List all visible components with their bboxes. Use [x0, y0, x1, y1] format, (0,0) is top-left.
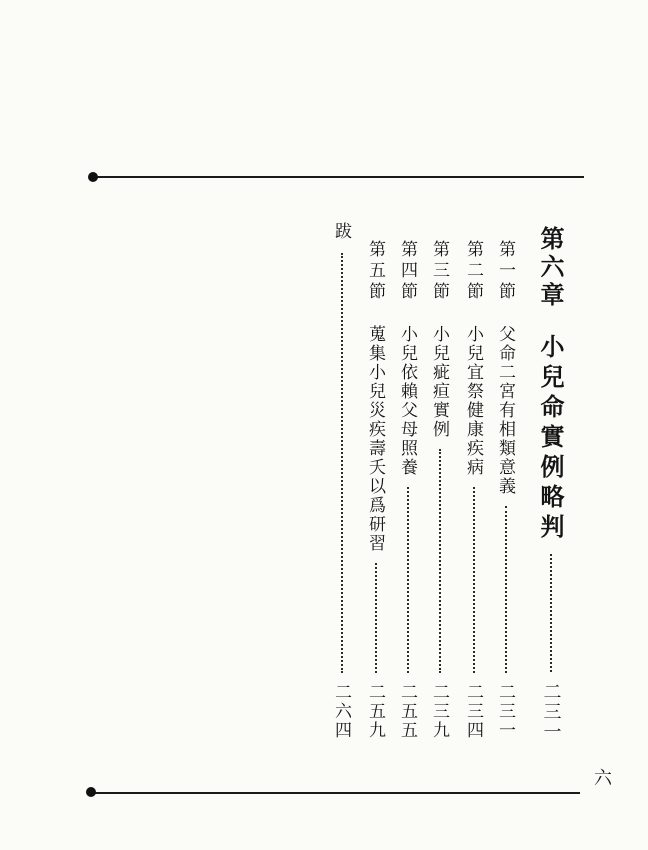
section-label: 第五節 — [365, 240, 385, 303]
section-title: 蒐集小兒災疾壽夭以爲研習 — [365, 325, 385, 553]
toc-entry-section-1[interactable] — [490, 240, 518, 740]
toc-entry-postface[interactable] — [326, 222, 354, 740]
toc-entry-section-3[interactable] — [424, 240, 452, 740]
bottom-rule-dot — [86, 787, 96, 797]
section-label: 第一節 — [495, 240, 515, 303]
section-title: 小兒疵疸實例 — [429, 325, 449, 439]
dot-leader — [550, 554, 552, 672]
section-title: 小兒宜祭健康疾病 — [463, 325, 483, 477]
section-title: 父命二宮有相類意義 — [495, 325, 515, 496]
dot-leader — [505, 506, 507, 673]
section-label: 第二節 — [463, 240, 483, 303]
section-label: 第三節 — [429, 240, 449, 303]
postface-page: 二六四 — [331, 683, 351, 740]
section-page: 二三四 — [463, 683, 483, 740]
dot-leader — [473, 487, 475, 673]
toc-entry-section-5[interactable] — [360, 240, 388, 740]
bottom-rule — [92, 792, 580, 794]
dot-leader — [375, 563, 377, 673]
section-page: 二五九 — [365, 683, 385, 740]
dot-leader — [341, 253, 343, 673]
chapter-title: 小兒命實例略判 — [536, 334, 565, 544]
top-rule — [96, 176, 584, 178]
section-title: 小兒依賴父母照養 — [397, 325, 417, 477]
chapter-label: 第六章 — [536, 226, 565, 310]
section-page: 二五五 — [397, 683, 417, 740]
section-page: 二三九 — [429, 683, 449, 740]
section-page: 二三一 — [495, 683, 515, 740]
toc-entry-section-2[interactable] — [458, 240, 486, 740]
chapter-page: 二三一 — [540, 682, 562, 742]
top-rule-dot — [88, 172, 98, 182]
chapter-entry[interactable] — [528, 226, 568, 742]
postface-label: 跋 — [331, 222, 351, 243]
page-number: 六 — [594, 768, 612, 789]
toc-entry-section-4[interactable] — [392, 240, 420, 740]
dot-leader — [439, 449, 441, 673]
dot-leader — [407, 487, 409, 673]
section-label: 第四節 — [397, 240, 417, 303]
